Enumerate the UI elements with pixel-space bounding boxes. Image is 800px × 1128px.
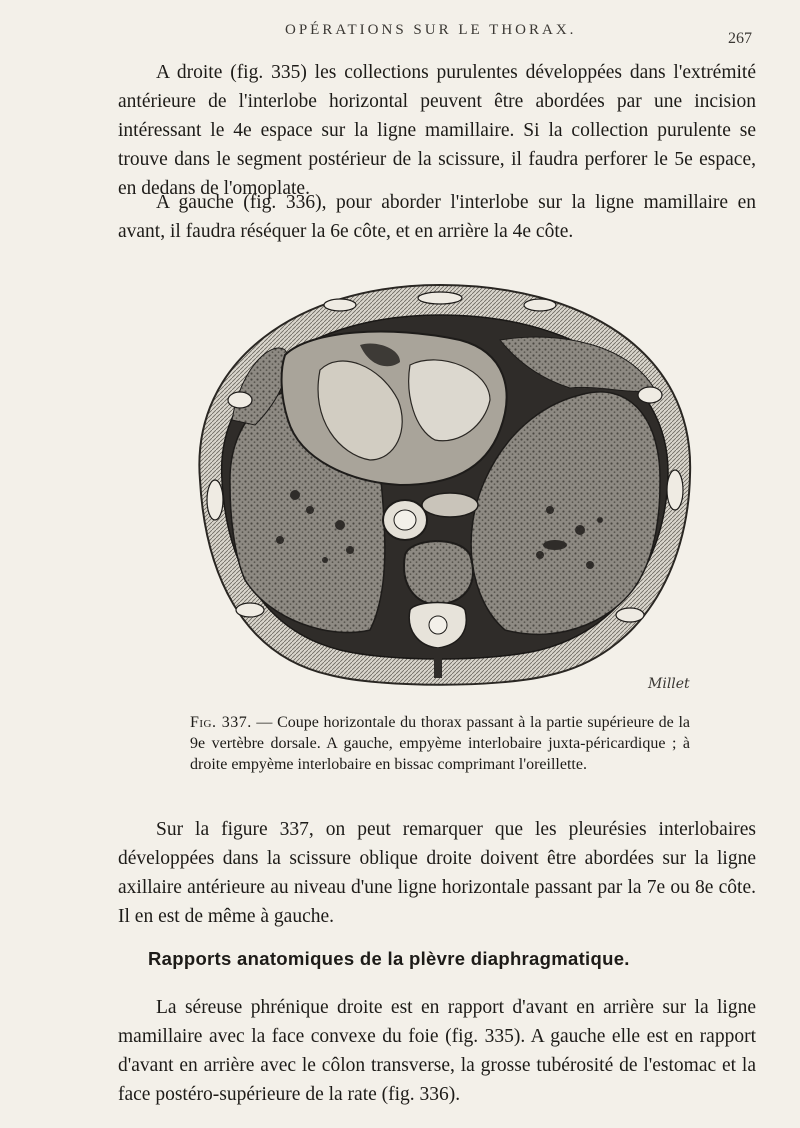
running-head: OPÉRATIONS SUR LE THORAX. <box>285 22 577 38</box>
thorax-cross-section-illustration <box>160 270 720 700</box>
paragraph-right-collections: A droite (fig. 335) les collections purulentes développées dans l'extrémité antérieure de l'interlobe horizontal peuvent être abordées par une incision intéressant le 4e espace sur la ligne mamillaire. Si la collection purulente se trouve dans le segment postérieur de la scissure, il faudra perforer le 5e espace, en dedans de l'omoplate. <box>118 62 756 199</box>
figure-label: Fig. 337. <box>190 714 252 731</box>
section-heading: Rapports anatomiques de la plèvre diaphragmatique. <box>148 948 630 969</box>
paragraph-figure-remark: Sur la figure 337, on peut remarquer que les pleurésies interlobaires développées dans la scissure oblique droite doivent être abordées sur la ligne axillaire antérieure au niveau d'une ligne horizontale passant par la 7e ou 8e côte. Il en est de même à gauche. <box>118 819 756 927</box>
artist-signature: Millet <box>648 676 690 692</box>
paragraph-phrenic-serosa: La séreuse phrénique droite est en rapport d'avant en arrière sur la ligne mamillaire avec la face convexe du foie (fig. 335). A gauche elle est en rapport d'avant en arrière avec le côlon transverse, la grosse tubérosité de l'estomac et la face postéro-supérieure de la rate (fig. 336). <box>118 997 756 1105</box>
page-number: 267 <box>728 30 752 47</box>
figure-caption <box>190 712 690 775</box>
paragraph-left-interlobe: A gauche (fig. 336), pour aborder l'interlobe sur la ligne mamillaire en avant, il faudra réséquer la 6e côte, et en arrière la 4e côte. <box>118 192 756 242</box>
thorax-cross-section-figure <box>160 270 720 700</box>
figure-caption-text: — Coupe horizontale du thorax passant à la partie supérieure de la 9e vertèbre dorsale. A gauche, empyème interlobaire juxta-péricardique ; à droite empyème interlobaire en bissac comprimant l'oreillette. <box>190 714 690 773</box>
